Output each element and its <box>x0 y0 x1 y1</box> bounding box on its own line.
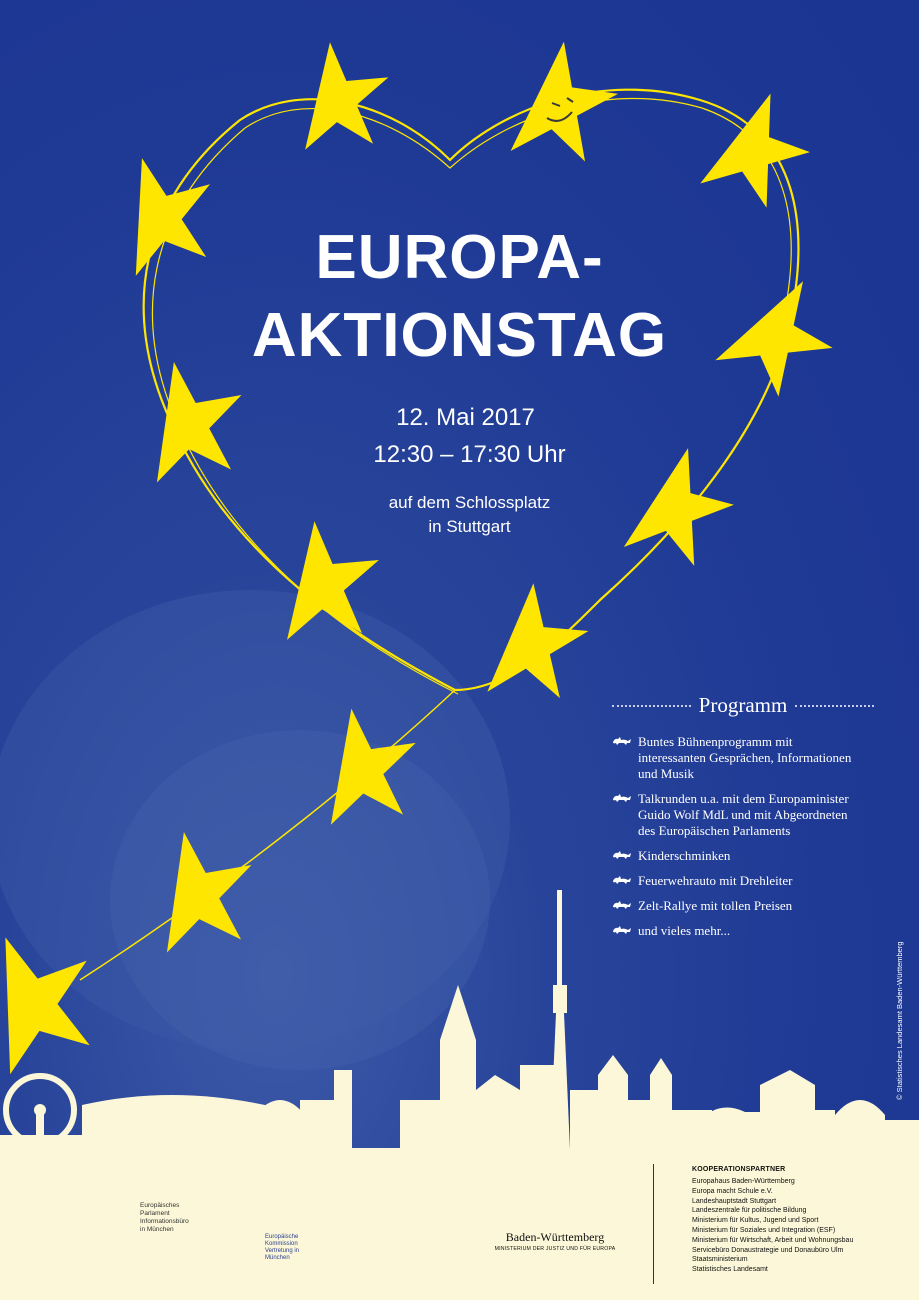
european-commission-logo <box>248 1180 318 1270</box>
ep-logo-text: Europäisches Parlament Informationsbüro in München <box>140 1202 189 1233</box>
programm-item-text: Zelt-Rallye mit tollen Preisen <box>638 898 793 913</box>
partners-heading: KOOPERATIONSPARTNER <box>692 1166 786 1173</box>
lion-icon <box>612 793 632 803</box>
dotted-rule <box>795 705 874 707</box>
programm-item-text: Buntes Bühnenprogramm mit interessanten Gesprächen, Informationen und Musik <box>638 734 852 781</box>
earth-shadow-inner <box>110 730 490 1070</box>
partner-item: Ministerium für Wirtschaft, Arbeit und Wohnungsbau <box>692 1236 854 1244</box>
partner-item: Servicebüro Donaustrategie und Donaubüro Ulm <box>692 1246 844 1254</box>
lion-icon <box>612 900 632 910</box>
star <box>488 33 625 165</box>
dotted-rule <box>612 705 691 707</box>
programm-box <box>612 693 874 948</box>
programm-item <box>612 873 874 889</box>
programm-list <box>612 734 874 939</box>
stadium <box>82 1095 265 1150</box>
partner-item: Europa macht Schule e.V. <box>692 1187 773 1195</box>
title-line-1: EUROPA- <box>315 223 604 292</box>
europe-bw-logo <box>378 1190 468 1260</box>
programm-item <box>612 923 874 939</box>
programm-title: Programm <box>698 693 788 717</box>
partner-item: Ministerium für Kultus, Jugend und Sport <box>692 1217 819 1225</box>
star <box>465 578 592 700</box>
partner-item: Statistisches Landesamt <box>692 1266 768 1274</box>
lion-icon <box>612 875 632 885</box>
cooperation-partners <box>653 1164 919 1284</box>
star <box>275 37 394 151</box>
partners-list <box>692 1177 919 1275</box>
partner-item: Landeshauptstadt Stuttgart <box>692 1197 777 1205</box>
lion-icon <box>612 925 632 935</box>
baden-wuerttemberg-logo <box>494 1196 616 1256</box>
programm-item <box>612 848 874 864</box>
lion-icon <box>612 736 632 746</box>
copyright-text: © Statistisches Landesamt Baden-Württemberg <box>895 941 904 1100</box>
programm-item <box>612 734 874 782</box>
partner-item: Landeszentrale für politische Bildung <box>692 1207 807 1215</box>
copyright-note <box>895 941 905 1110</box>
programm-item-text: Feuerwehrauto mit Drehleiter <box>638 873 793 888</box>
programm-item-text: Talkrunden u.a. mit dem Europaminister Guido Wolf MdL und mit Abgeordneten des Europäischen Parlaments <box>638 791 849 838</box>
title-line-2: AKTIONSTAG <box>251 301 668 370</box>
programm-item <box>612 791 874 839</box>
programm-header <box>612 693 874 718</box>
bw-logo-ministry: MINISTERIUM DER JUSTIZ UND FÜR EUROPA <box>494 1246 616 1252</box>
programm-item <box>612 898 874 914</box>
bw-logo-name: Baden-Württemberg <box>505 1230 605 1244</box>
event-date: 12. Mai 2017 <box>396 404 535 431</box>
star <box>680 74 824 215</box>
event-time: 12:30 – 17:30 Uhr <box>373 441 566 468</box>
tv-tower <box>557 890 562 990</box>
partner-item: Europahaus Baden-Württemberg <box>692 1178 795 1185</box>
partner-item: Staatsministerium <box>692 1256 748 1264</box>
church-spire <box>440 985 476 1150</box>
partner-item: Ministerium für Soziales und Integration (ESF) <box>692 1226 836 1234</box>
ec-logo-text: Europäische Kommission Vertretung in München <box>265 1234 300 1261</box>
lion-icon <box>612 850 632 860</box>
event-place-line-1: auf dem Schlossplatz <box>388 493 551 512</box>
programm-item-text: Kinderschminken <box>638 848 731 863</box>
european-parliament-logo <box>60 1200 200 1250</box>
programm-item-text: und vieles mehr... <box>638 923 731 938</box>
event-place-line-2: in Stuttgart <box>428 517 511 536</box>
